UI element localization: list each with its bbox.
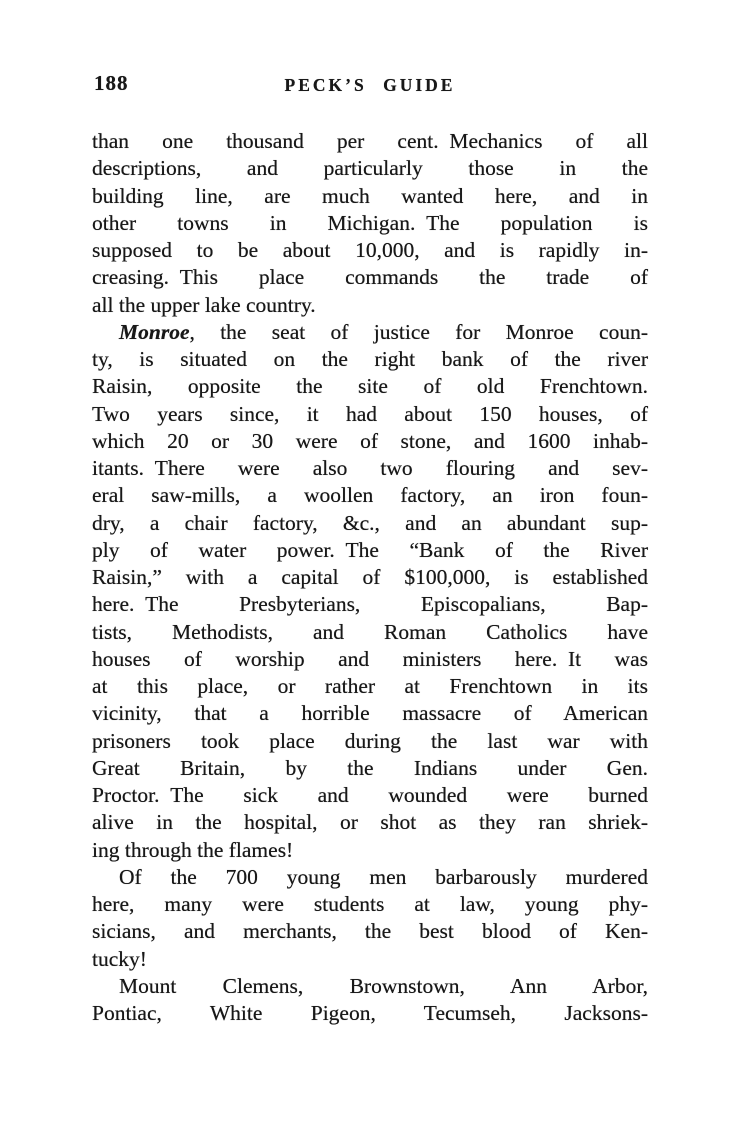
text-run: ty, is situated on the right bank of the river bbox=[92, 347, 648, 371]
italic-text-run: Monroe bbox=[119, 319, 190, 344]
text-line bbox=[92, 482, 648, 509]
text-line bbox=[92, 373, 648, 400]
text-run: Mount Clemens, Brownstown, Ann Arbor, bbox=[119, 973, 648, 998]
text-run: here, many were students at law, young phy- bbox=[92, 892, 648, 916]
text-run: alive in the hospital, or shot as they ran shriek- bbox=[92, 810, 648, 835]
text-run: Of the 700 young men barbarously murdered bbox=[119, 864, 648, 889]
text-run: Great Britain, by the Indians under Gen. bbox=[92, 755, 648, 780]
text-line bbox=[92, 782, 648, 809]
text-line bbox=[92, 837, 648, 864]
text-run: which 20 or 30 were of stone, and 1600 inhab- bbox=[92, 428, 648, 453]
text-run: building line, are much wanted here, and in bbox=[92, 183, 648, 208]
text-run: sicians, and merchants, the best blood of Ken- bbox=[92, 919, 648, 944]
text-line bbox=[92, 210, 648, 237]
text-run: , the seat of justice for Monroe coun- bbox=[189, 319, 648, 344]
text-line bbox=[92, 455, 648, 482]
text-line bbox=[92, 728, 648, 755]
text-line bbox=[92, 1000, 648, 1027]
text-run: Two years since, it had about 150 houses, of bbox=[92, 401, 648, 426]
text-line bbox=[92, 346, 648, 373]
page-number: 188 bbox=[94, 71, 129, 95]
text-line bbox=[92, 918, 648, 945]
text-run: supposed to be about 10,000, and is rapidly in- bbox=[92, 238, 648, 262]
text-line bbox=[92, 183, 648, 210]
text-line bbox=[92, 319, 648, 346]
text-line bbox=[92, 128, 648, 155]
text-line bbox=[92, 946, 648, 973]
text-run: at this place, or rather at Frenchtown in its bbox=[92, 674, 648, 698]
text-run: itants. There were also two flouring and sev- bbox=[92, 456, 648, 480]
text-run: Pontiac, White Pigeon, Tecumseh, Jacksons- bbox=[92, 1001, 648, 1025]
text-run: eral saw-mills, a woollen factory, an iron foun- bbox=[92, 483, 648, 508]
text-line bbox=[92, 646, 648, 673]
text-line bbox=[92, 973, 648, 1000]
text-run: ing through the flames! bbox=[92, 837, 294, 862]
text-line bbox=[92, 755, 648, 782]
text-line bbox=[92, 700, 648, 727]
text-run: here. The Presbyterians, Episcopalians, Bap- bbox=[92, 592, 648, 617]
text-run: descriptions, and particularly those in the bbox=[92, 156, 648, 181]
text-run: tists, Methodists, and Roman Catholics have bbox=[92, 619, 648, 644]
text-run: vicinity, that a horrible massacre of American bbox=[92, 701, 648, 726]
text-run: houses of worship and ministers here. It was bbox=[92, 646, 648, 671]
text-line bbox=[92, 564, 648, 591]
text-run: Proctor. The sick and wounded were burned bbox=[92, 783, 648, 807]
text-line bbox=[92, 891, 648, 918]
text-run: all the upper lake country. bbox=[92, 292, 316, 317]
text-run: dry, a chair factory, &c., and an abundant sup- bbox=[92, 510, 648, 535]
body-text bbox=[92, 128, 648, 1027]
text-run: Raisin,” with a capital of $100,000, is established bbox=[92, 565, 648, 589]
text-run: tucky! bbox=[92, 946, 147, 971]
text-line bbox=[92, 401, 648, 428]
text-line bbox=[92, 155, 648, 182]
text-line bbox=[92, 510, 648, 537]
text-run: other towns in Michigan. The population is bbox=[92, 210, 648, 235]
text-run: ply of water power. The “Bank of the River bbox=[92, 537, 648, 562]
text-line bbox=[92, 237, 648, 264]
text-line bbox=[92, 673, 648, 700]
text-line bbox=[92, 809, 648, 836]
text-line bbox=[92, 428, 648, 455]
text-run: creasing. This place commands the trade of bbox=[92, 265, 648, 290]
text-line bbox=[92, 864, 648, 891]
text-line bbox=[92, 292, 648, 319]
text-line bbox=[92, 537, 648, 564]
text-line bbox=[92, 591, 648, 618]
text-run: than one thousand per cent. Mechanics of all bbox=[92, 129, 648, 153]
text-run: prisoners took place during the last war with bbox=[92, 728, 648, 753]
text-run: Raisin, opposite the site of old Frenchtown. bbox=[92, 374, 648, 399]
running-head: PECK’S GUIDE bbox=[284, 75, 456, 95]
text-line bbox=[92, 619, 648, 646]
text-line bbox=[92, 264, 648, 291]
